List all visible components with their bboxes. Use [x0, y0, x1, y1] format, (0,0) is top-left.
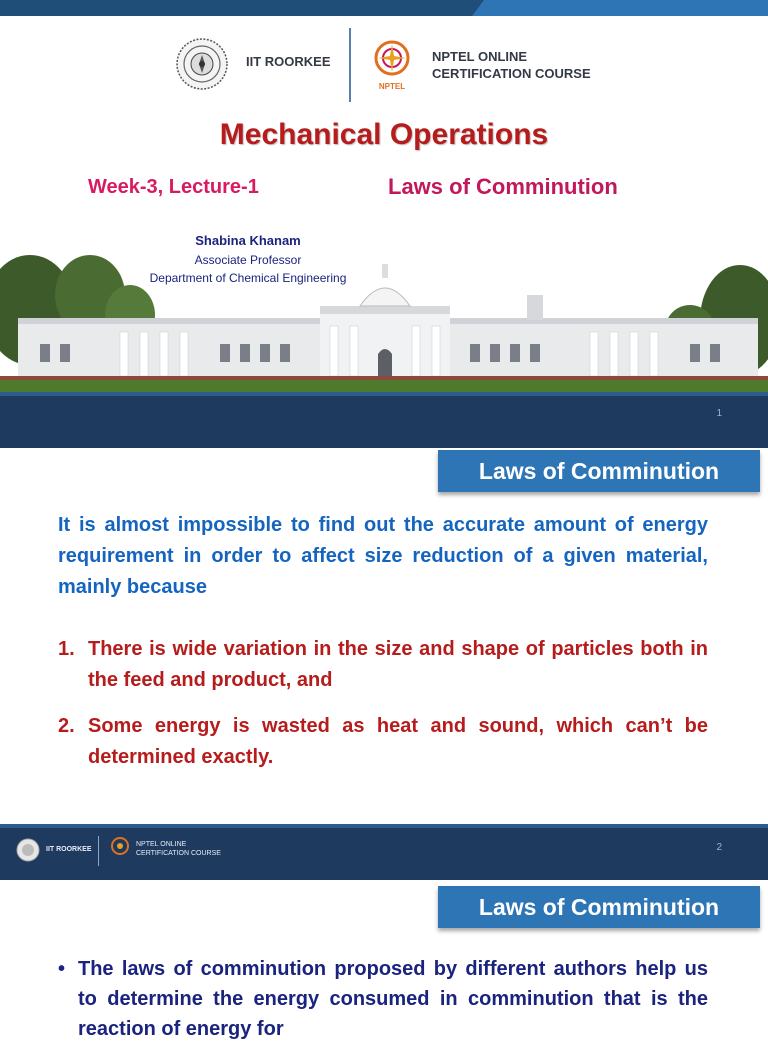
bullet-item: [58, 954, 708, 1044]
page-number: 1: [716, 408, 722, 419]
author-department: Department of Chemical Engineering: [149, 271, 347, 285]
footer-nptel-line-1: NPTEL ONLINE: [136, 841, 187, 848]
nptel-course-label: [432, 48, 591, 82]
iit-roorkee-seal-icon: [16, 838, 40, 862]
footer-divider: [98, 836, 99, 866]
list-text: There is wide variation in the size and shape of particles both in the feed and product, and: [88, 638, 708, 691]
author-designation: Associate Professor: [194, 253, 302, 267]
footer-nptel-label: [136, 840, 221, 858]
slide-title: [0, 0, 768, 448]
list-number: 2.: [58, 715, 75, 737]
top-band-accent: [472, 0, 768, 16]
footer-stripe: [0, 392, 768, 396]
svg-text:NPTEL: NPTEL: [378, 82, 406, 91]
intro-paragraph: It is almost impossible to find out the accurate amount of energy requirement in order to affect size reduction of a given material, mainly because: [58, 514, 708, 598]
week-lecture: Week-3, Lecture-1: [88, 176, 259, 198]
bullet-text: The laws of comminution proposed by different authors help us to determine the energy consumed in comminution that is the reaction of energy for: [78, 958, 708, 1040]
slide-title-tab: Laws of Comminution: [438, 450, 760, 492]
nptel-logo-icon: [368, 36, 416, 92]
list-item: [58, 711, 708, 773]
logo-row: [0, 34, 768, 104]
course-title: Mechanical Operations: [219, 118, 549, 151]
footer-nptel-line-2: CERTIFICATION COURSE: [136, 850, 221, 857]
slide-laws-intro: [0, 448, 768, 880]
footer-stripe: [0, 824, 768, 828]
slide-footer-band: [0, 824, 768, 880]
author-name: Shabina Khanam: [195, 233, 301, 248]
slide-footer-band: [0, 392, 768, 448]
page-number: 2: [716, 842, 722, 853]
nptel-line-2: CERTIFICATION COURSE: [432, 66, 591, 81]
nptel-line-1: NPTEL ONLINE: [432, 49, 528, 64]
logo-divider: [349, 28, 351, 102]
footer-org-name: IIT ROORKEE: [46, 846, 92, 853]
iit-roorkee-seal-icon: [176, 38, 228, 90]
nptel-logo-icon: [110, 836, 130, 862]
list-text: Some energy is wasted as heat and sound, which can’t be determined exactly.: [88, 715, 708, 768]
list-item: [58, 634, 708, 696]
bullet-marker: •: [58, 958, 66, 980]
org-name: IIT ROORKEE: [246, 54, 331, 69]
list-number: 1.: [58, 638, 75, 660]
slide-title-tab: Laws of Comminution: [438, 886, 760, 928]
slide-laws-detail: [0, 880, 768, 1040]
lecture-topic: Laws of Comminution: [388, 174, 618, 199]
